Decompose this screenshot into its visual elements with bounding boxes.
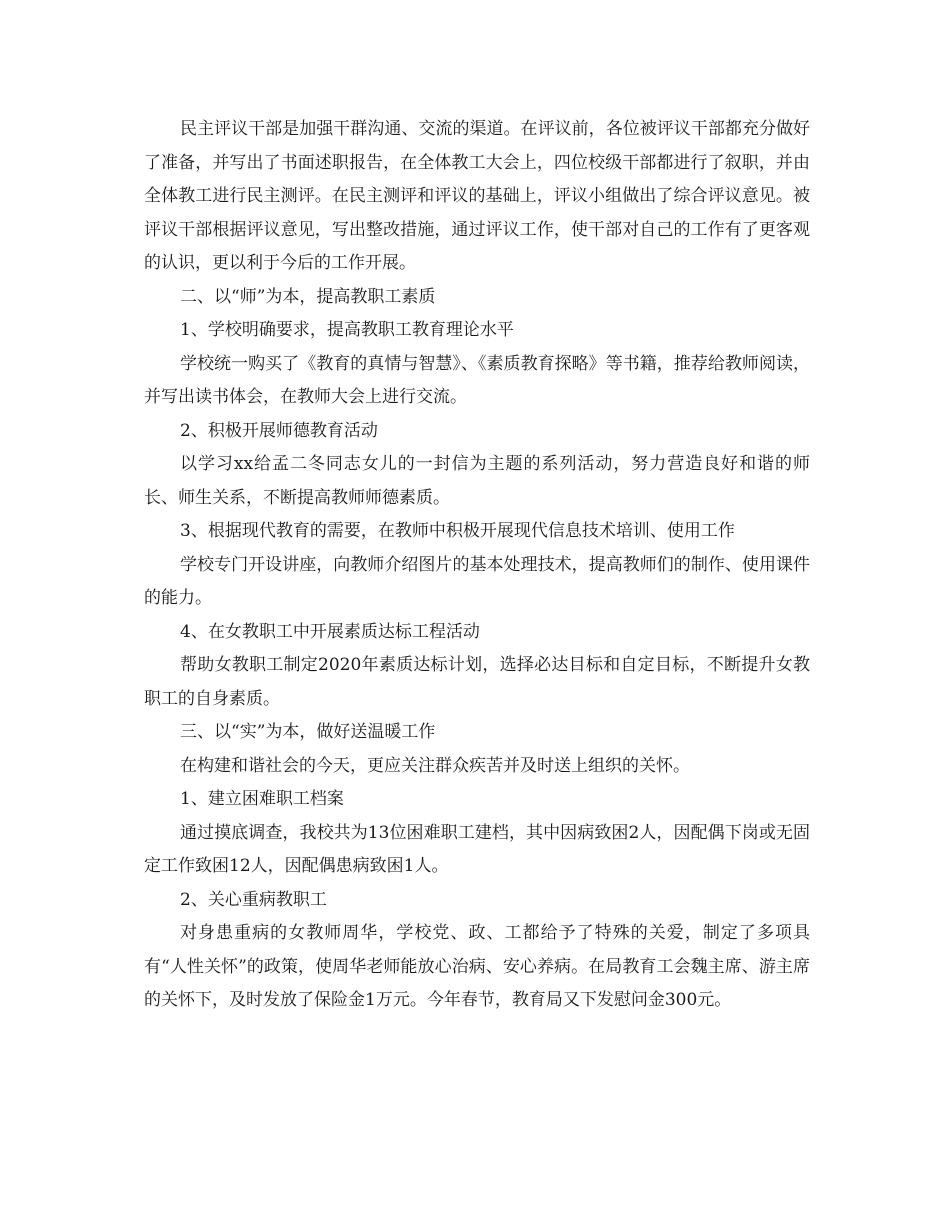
subheading-3-1: 1、建立困难职工档案 [180,789,344,809]
heading-section-three: 三、以“实”为本，做好送温暖工作 [180,722,436,742]
paragraph-cadre-review: 民主评议干部是加强干群沟通、交流的渠道。在评议前，各位被评议干部都充分做好了准备，并写出了书面述职报告，在全体教工大会上，四位校级干部都进行了叙职，并由全体教工进行民主测评。在民主测评和评议的基础上，评议小组做出了综合评议意见。被评议干部根据评议意见，写出整改措施，通过评议工作，使干部对自己的工作有了更客观的认识，更以利于今后的工作开展。 [144,119,810,273]
subheading-2-1: 1、学校明确要求，提高教职工教育理论水平 [180,320,514,340]
subheading-2-2: 2、积极开展师德教育活动 [180,420,378,441]
paragraph-women-staff: 帮助女教职工制定2020年素质达标计划，选择必达目标和自定目标，不断提升女教职工的自身素质。 [144,655,810,709]
paragraph-illness-care: 对身患重病的女教师周华，学校党、政、工都给予了特殊的关爱，制定了多项具有“人性关怀”的政策，使周华老师能放心治病、安心养病。在局教育工会魏主席、游主席的关怀下，及时发放了保险金1万元。今年春节，教育局又下发慰问金300元。 [144,923,810,1010]
paragraph-archives: 通过摸底调查，我校共为13位困难职工建档，其中因病致困2人，因配偶下岗或无固定工作致困12人，因配偶患病致困1人。 [144,822,810,876]
subheading-3-2: 2、关心重病教职工 [180,889,327,910]
paragraph-books: 学校统一购买了《教育的真情与智慧》、《素质教育探略》等书籍，推荐给教师阅读，并写出读书体会，在教师大会上进行交流。 [144,353,810,407]
paragraph-ethics: 以学习xx给孟二冬同志女儿的一封信为主题的系列活动，努力营造良好和谐的师长、师生关系，不断提高教师师德素质。 [144,454,810,508]
heading-section-two: 二、以“师”为本，提高教职工素质 [180,286,436,307]
subheading-2-4: 4、在女教职工中开展素质达标工程活动 [180,621,480,642]
paragraph-harmony: 在构建和谐社会的今天，更应关注群众疾苦并及时送上组织的关怀。 [180,755,690,776]
paragraph-training: 学校专门开设讲座，向教师介绍图片的基本处理技术，提高教师们的制作、使用课件的能力。 [144,554,810,608]
subheading-2-3: 3、根据现代教育的需要，在教师中积极开展现代信息技术培训、使用工作 [180,521,735,541]
